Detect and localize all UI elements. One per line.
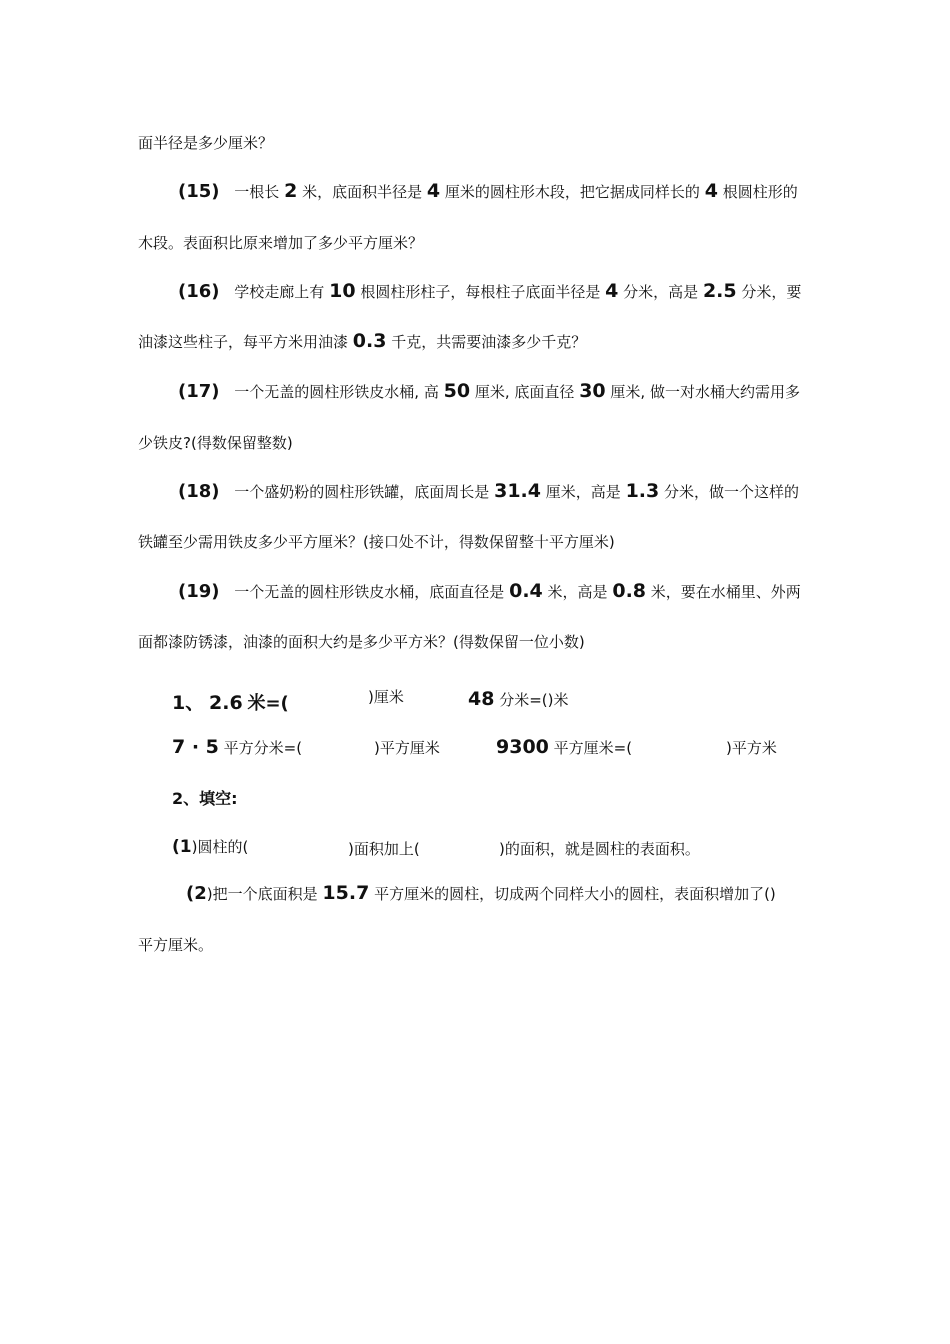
text: 根圆柱形柱子，每根柱子底面半径是 [360, 283, 601, 301]
q2-item1-mid [348, 838, 420, 859]
problem-14-tail [138, 132, 273, 153]
text: 一根长 [234, 183, 280, 201]
q2-item1-end [499, 838, 700, 859]
text: 分米=()米 [499, 691, 569, 709]
problem-18-line2 [138, 531, 615, 552]
text: 面半径是多少厘米？ [138, 134, 274, 152]
q1-row2-left [172, 736, 302, 758]
text: )面积加上( [348, 840, 420, 858]
number: 4 [704, 180, 718, 202]
text: 米，底面积半径是 [302, 183, 423, 201]
problem-15-line1 [178, 180, 798, 202]
problem-number: (19) [178, 581, 220, 602]
text: 分米，做一个这样的 [664, 483, 800, 501]
q2-title [172, 786, 238, 809]
text: 一个无盖的圆柱形铁皮水桶，底面直径是 [234, 583, 505, 601]
text: 油漆这些柱子，每平方米用油漆 [138, 333, 349, 351]
q2-item1 [172, 836, 248, 857]
text: )平方米 [726, 739, 777, 757]
problem-16-line2 [138, 330, 586, 352]
text: 平方厘米=( [553, 739, 633, 757]
q2-item2-line1 [186, 882, 776, 904]
problem-19-line1 [178, 580, 801, 602]
text: 少铁皮?(得数保留整数) [138, 434, 293, 452]
text: 一个无盖的圆柱形铁皮水桶, 高 [234, 383, 439, 401]
number: 15.7 [322, 882, 370, 904]
text: 学校走廊上有 [234, 283, 325, 301]
number: 50 [443, 380, 471, 402]
text: 米，要在水桶里、外两 [650, 583, 801, 601]
text: 厘米的圆柱形木段，把它据成同样长的 [444, 183, 700, 201]
text: 厘米, 做一对水桶大约需用多 [610, 383, 800, 401]
text: 分米，要 [741, 283, 802, 301]
text: )把一个底面积是 [206, 885, 318, 903]
text: )的面积，就是圆柱的表面积。 [499, 840, 700, 858]
text: 平方厘米的圆柱，切成两个同样大小的圆柱，表面积增加了() [374, 885, 776, 903]
q1-row1-right [468, 688, 569, 710]
q1-row2-right-close [726, 737, 777, 758]
problem-16-line1 [178, 280, 801, 302]
problem-number: (18) [178, 481, 220, 502]
text: 平方厘米。 [138, 936, 214, 954]
number: 48 [468, 688, 495, 710]
q1-row1-left [172, 688, 289, 715]
number: 2.5 [702, 280, 737, 302]
text: 面都漆防锈漆，油漆的面积大约是多少平方米？(得数保留一位小数) [138, 633, 585, 651]
problem-number: (17) [178, 381, 220, 402]
number: 10 [329, 280, 356, 302]
text: 铁罐至少需用铁皮多少平方厘米？(接口处不计，得数保留整十平方厘米) [138, 533, 615, 551]
text: 厘米，高是 [545, 483, 621, 501]
problem-number: (15) [178, 181, 220, 202]
number: (1 [172, 837, 192, 857]
text: )圆柱的( [191, 838, 249, 856]
number: 31.4 [494, 480, 541, 502]
text: 木段。表面积比原来增加了多少平方厘米？ [138, 234, 424, 252]
number: 7 · 5 [172, 736, 219, 758]
number: 1、 [172, 692, 205, 714]
problem-18-line1 [178, 480, 799, 502]
text: 分米，高是 [623, 283, 699, 301]
text: 一个盛奶粉的圆柱形铁罐，底面周长是 [234, 483, 490, 501]
q1-row2-right [496, 736, 632, 758]
number: 4 [426, 180, 441, 202]
text: 米=( [247, 693, 289, 714]
q1-row1-answer-close [368, 686, 404, 707]
text: 米，高是 [547, 583, 608, 601]
text: 厘米, 底面直径 [474, 383, 575, 401]
text: )平方厘米 [374, 739, 440, 757]
number: 4 [605, 280, 619, 302]
number: 2 [284, 180, 298, 202]
problem-17-line2 [138, 432, 293, 453]
text: 平方分米=( [223, 739, 303, 757]
number: 0.4 [509, 580, 543, 602]
problem-number: (16) [178, 281, 220, 302]
q1-row2-answer-close [374, 737, 440, 758]
number: (2 [186, 883, 207, 904]
text: 千克，共需要油漆多少千克？ [391, 333, 587, 351]
number: 30 [579, 380, 606, 402]
q2-item2-line2 [138, 934, 213, 955]
number: 2.6 [209, 692, 243, 714]
text: )厘米 [368, 688, 404, 706]
text: 根圆柱形的 [722, 183, 798, 201]
number: 0.3 [352, 330, 387, 352]
number: 0.8 [612, 580, 647, 602]
problem-17-line1 [178, 380, 800, 402]
number: 1.3 [625, 480, 660, 502]
problem-15-line2 [138, 232, 423, 253]
problem-19-line2 [138, 631, 585, 652]
text: 2、填空: [172, 789, 238, 808]
number: 9300 [496, 736, 549, 758]
